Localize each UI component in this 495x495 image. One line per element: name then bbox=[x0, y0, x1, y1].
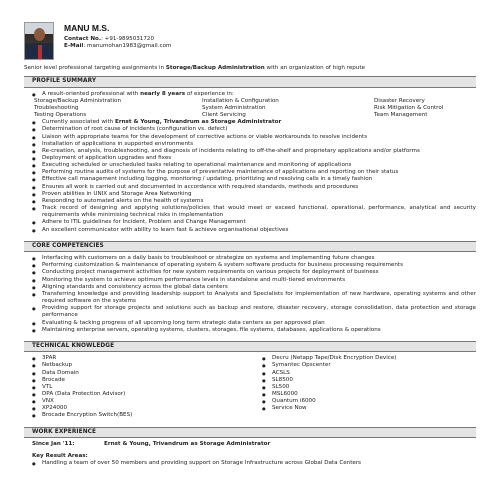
section-heading-profile: PROFILE SUMMARY bbox=[24, 76, 476, 87]
list-item: ● Data Domain bbox=[32, 370, 254, 377]
list-item: ● VTL bbox=[32, 384, 254, 391]
list-item: ● Determination of root cause of incidents (configuration vs. defect) bbox=[32, 126, 476, 133]
list-item: ● An excellent communicator with ability to learn fast & achieve organisational objectives bbox=[32, 227, 476, 234]
list-item: ● Track record of designing and applying solutions/policies that would meet or exceed functional, operational, performance, analytical and security requirements while minimising technical risks in implementation bbox=[32, 205, 476, 219]
list-item: ● Maintaining enterprise servers, operating systems, clusters, storages, file systems, databases, applications & operations bbox=[32, 327, 476, 334]
contact-block bbox=[64, 22, 171, 62]
list-item: ● Quantum i6000 bbox=[262, 398, 454, 405]
profile-details-list bbox=[24, 119, 476, 234]
list-item: ● Handling a team of over 50 members and providing support on Storage Infrastructure across Global Data Centers bbox=[32, 460, 476, 467]
list-item: ● Effective call management including logging, monitoring / updating, prioritizing and resolving calls in a timely fashion bbox=[32, 176, 476, 183]
work-role: Ernst & Young, Trivandrum as Storage Administrator bbox=[104, 441, 271, 448]
list-item bbox=[32, 91, 476, 98]
kra-list bbox=[24, 460, 476, 467]
list-item: ● Aligning standards and consistency across the global data centers bbox=[32, 284, 476, 291]
objective-text-pre: Senior level professional targeting assignments in bbox=[24, 65, 166, 71]
work-entry bbox=[24, 441, 476, 448]
skills-grid bbox=[24, 98, 476, 119]
list-item: ● VNX bbox=[32, 398, 254, 405]
section-heading-technical: TECHNICAL KNOWLEDGE bbox=[24, 341, 476, 352]
skill-item: Team Management bbox=[374, 112, 428, 119]
work-since: Since Jan '11: bbox=[32, 441, 75, 448]
list-item bbox=[32, 119, 476, 126]
profile-intro-bold: nearly 8 years bbox=[140, 90, 186, 97]
skill-item: Troubleshooting bbox=[34, 104, 79, 111]
resume-header bbox=[24, 22, 476, 62]
phone-value[interactable]: : +91-9895031720 bbox=[100, 35, 155, 42]
list-item: ● Responding to automated alerts on the health of systems bbox=[32, 198, 476, 205]
list-item: ● Performing routine audits of systems for the purpose of preventative maintenance of applications and reporting on their status bbox=[32, 169, 476, 176]
list-item: ● Evaluating & tacking progress of all upcoming long term strategic data centers as per approved plan bbox=[32, 320, 476, 327]
list-item: ● XP24000 bbox=[32, 405, 254, 412]
skill-item: System Administration bbox=[202, 104, 266, 111]
technical-columns bbox=[24, 355, 476, 419]
profile-list bbox=[24, 91, 476, 98]
phone-label: Contact No. bbox=[64, 35, 101, 42]
list-item: ● Providing support for storage projects and solutions such as backup and restore, disaster recovery, storage consolidation, data protection and storage performance bbox=[32, 305, 476, 319]
list-item: ● Netbackup bbox=[32, 362, 254, 369]
list-item: ● Performing customization & maintenance of operating system & system software products for business processing requirements bbox=[32, 262, 476, 269]
list-item: ● SL8500 bbox=[262, 377, 454, 384]
technical-list-left bbox=[24, 355, 254, 419]
list-item: ● Brocade Encryption Switch(BES) bbox=[32, 412, 254, 419]
skill-item: Testing Operations bbox=[34, 112, 87, 119]
email-label: E-Mail bbox=[64, 43, 84, 50]
list-item: ● Installation of applications in supported environments bbox=[32, 141, 476, 148]
core-list bbox=[24, 255, 476, 334]
section-heading-core: CORE COMPETENCIES bbox=[24, 241, 476, 252]
section-heading-work: WORK EXPERIENCE bbox=[24, 427, 476, 438]
list-item: ● Ensures all work is carried out and documented in accordance with required standards, methods and procedures bbox=[32, 184, 476, 191]
list-item: ● Conducting project management activities for new system requirements on various projects for deployment of business bbox=[32, 269, 476, 276]
list-item: ● Symantec Opscenter bbox=[262, 362, 454, 369]
objective-text-post: with an organization of high repute bbox=[264, 65, 365, 71]
skill-item: Client Servicing bbox=[202, 112, 246, 119]
employer-pre: Currently associated with bbox=[42, 119, 115, 126]
list-item: ● 3PAR bbox=[32, 355, 254, 362]
list-item: ● Executing scheduled or unscheduled tasks relating to operational maintenance and monitoring of applications bbox=[32, 162, 476, 169]
kra-heading: Key Result Areas: bbox=[32, 453, 88, 460]
employer-bold: Ernst & Young, Trivandrum as Storage Administrator bbox=[115, 119, 282, 126]
list-item: ● Liaison with appropriate teams for the development of corrective actions or viable workarounds to resolve incidents bbox=[32, 134, 476, 141]
skill-item: Disaster Recovery bbox=[374, 97, 425, 104]
profile-intro-pre: A result-oriented professional with bbox=[42, 90, 141, 97]
objective-text-bold: Storage/Backup Administration bbox=[165, 65, 265, 71]
email-line bbox=[64, 43, 171, 50]
list-item: ● Decru (Netapp Tape/Disk Encryption Device) bbox=[262, 355, 454, 362]
phone-line bbox=[64, 36, 171, 43]
profile-intro-post: of experience in: bbox=[185, 90, 234, 97]
list-item: ● ACSLS bbox=[262, 370, 454, 377]
list-item: ● Monitoring the system to achieve optimum performance levels in standalone and multi-tiered environments bbox=[32, 277, 476, 284]
list-item: ● SL500 bbox=[262, 384, 454, 391]
list-item: ● Proven abilities in UNIX and Storage Area Networking bbox=[32, 191, 476, 198]
list-item: ● DPA (Data Protection Advisor) bbox=[32, 391, 254, 398]
list-item: ● Adhere to ITIL guidelines for Incident, Problem and Change Management bbox=[32, 219, 476, 226]
email-value[interactable]: : manumohan1983@gmail.com bbox=[83, 43, 172, 50]
profile-photo bbox=[24, 22, 54, 60]
list-item: ● Brocade bbox=[32, 377, 254, 384]
objective-line bbox=[24, 65, 476, 72]
candidate-name: MANU M.S. bbox=[64, 23, 110, 33]
list-item: ● MSL6000 bbox=[262, 391, 454, 398]
skill-item: Storage/Backup Administration bbox=[34, 97, 121, 104]
list-item: ● Re-creation, analysis, troubleshooting, and diagnosis of incidents relating to off-the-shelf and proprietary applications and/or platforms bbox=[32, 148, 476, 155]
technical-list-right bbox=[254, 355, 454, 419]
skill-item: Risk Mitigation & Control bbox=[374, 104, 444, 111]
list-item: ● Deployment of application upgrades and fixes bbox=[32, 155, 476, 162]
skill-item: Installation & Configuration bbox=[202, 97, 279, 104]
list-item: ● Transferring knowledge and providing leadership support to Analysts and Specialists for implementation of new hardware, operating systems and other required software on the systems bbox=[32, 291, 476, 305]
list-item: ● Service Now bbox=[262, 405, 454, 412]
resume-page bbox=[24, 22, 476, 492]
list-item: ● Interfacing with customers on a daily basis to troubleshoot or strategize on systems and implementing future changes bbox=[32, 255, 476, 262]
